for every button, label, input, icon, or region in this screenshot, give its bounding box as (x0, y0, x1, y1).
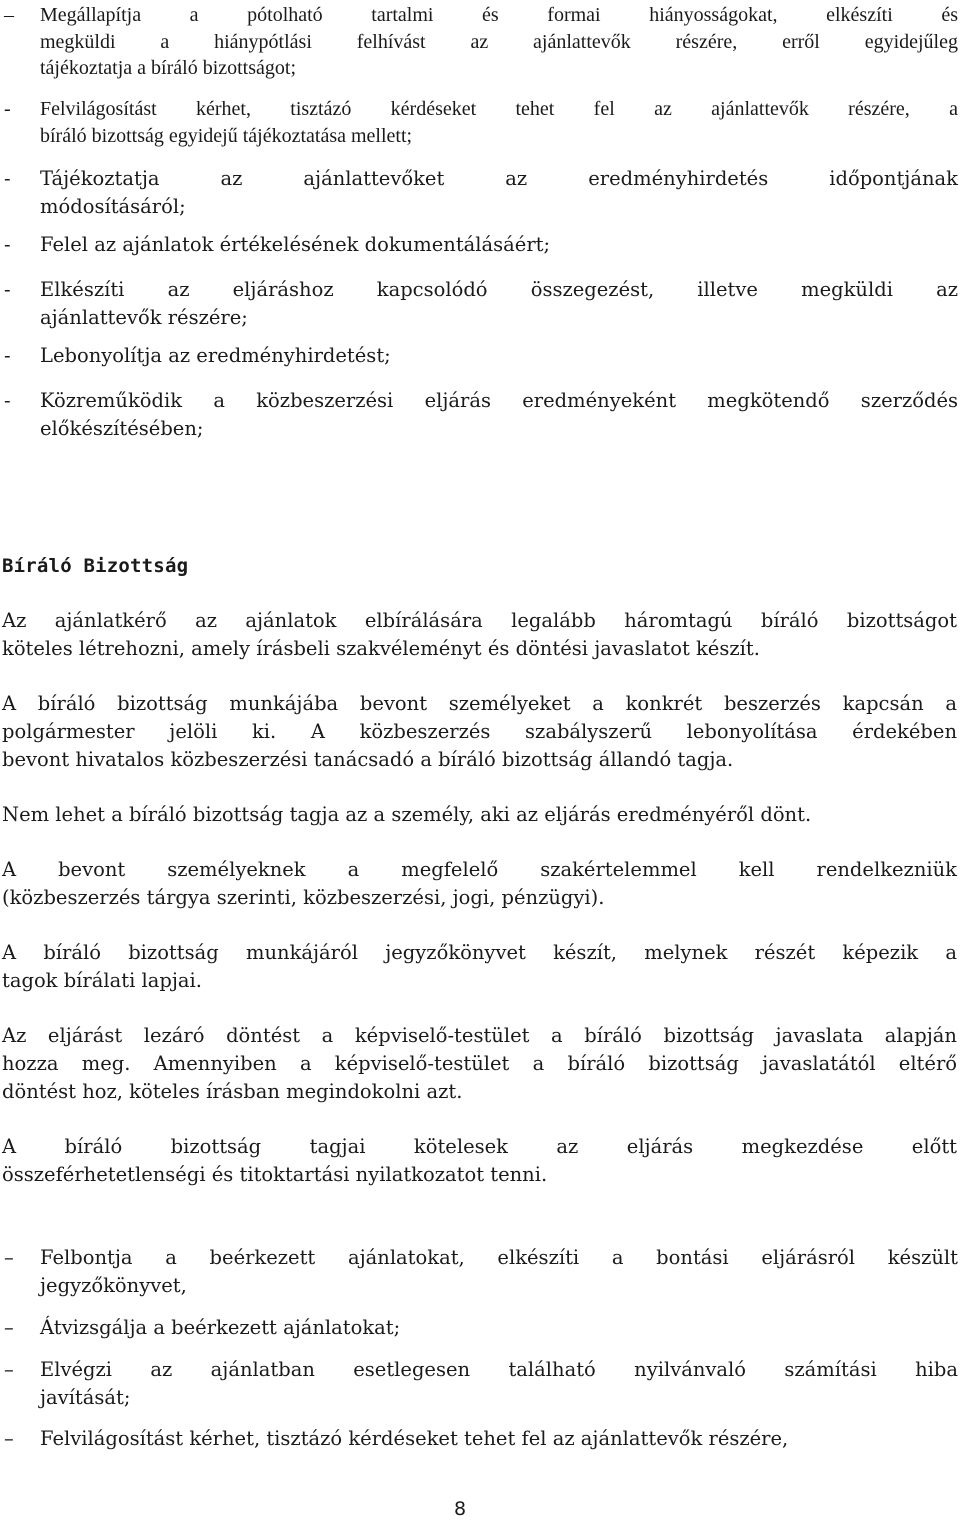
text-line: A bíráló bizottság munkájába bevont személyeket a konkrét beszerzés kapcsán a (2, 692, 957, 715)
paragraph (2, 801, 957, 829)
text-line: bevont hivatalos közbeszerzési tanácsadó a bíráló bizottság állandó tagja. (2, 748, 734, 771)
section-heading: Bíráló Bizottság (2, 555, 189, 577)
paragraph (2, 690, 957, 774)
text-line: polgármester jelöli ki. A közbeszerzés szabályszerű lebonyolítása érdekében (2, 720, 957, 743)
list-dash: – (4, 4, 14, 26)
text-line: ajánlattevők részére; (40, 305, 248, 329)
text-line: A bevont személyeknek a megfelelő szakértelemmel kell rendelkezniük (2, 858, 957, 881)
text-line: Közreműködik a közbeszerzési eljárás eredményeként megkötendő szerződés (40, 389, 958, 412)
text-line: jegyzőkönyvet, (40, 1273, 187, 1297)
text-line: Felel az ajánlatok értékelésének dokumentálásáért; (40, 233, 551, 256)
list-item-text (40, 342, 958, 370)
text-line: Az ajánlatkérő az ajánlatok elbírálására legalább háromtagú bíráló bizottságot (2, 609, 957, 632)
list-item-text (40, 96, 958, 150)
list-item (0, 1425, 958, 1453)
list-item (0, 387, 958, 442)
text-line: megküldi a hiánypótlási felhívást az ajánlattevők részére, erről egyidejűleg (40, 30, 958, 53)
text-line: Megállapítja a pótolható tartalmi és formai hiányosságokat, elkészíti és (40, 4, 958, 26)
text-line: A bíráló bizottság munkájáról jegyzőkönyvet készít, melynek részét képezik a (2, 941, 957, 964)
page-number: 8 (453, 1498, 467, 1520)
paragraph (2, 1133, 957, 1189)
text-line: hozza meg. Amennyiben a képviselő-testület a bíráló bizottság javaslatától eltérő (2, 1052, 957, 1075)
list-dash: – (4, 1316, 14, 1339)
list-item-text (40, 231, 958, 259)
list-dash: - (4, 98, 11, 120)
text-line: Elvégzi az ajánlatban esetlegesen található nyilvánvaló számítási hiba (40, 1358, 958, 1381)
list-dash: – (4, 1427, 14, 1450)
text-line: tájékoztatja a bíráló bizottságot; (40, 57, 297, 79)
list-item (0, 1314, 958, 1342)
text-line: köteles létrehozni, amely írásbeli szakvéleményt és döntési javaslatot készít. (2, 637, 760, 660)
list-dash: – (4, 1358, 14, 1381)
text-line: bíráló bizottság egyidejű tájékoztatása mellett; (40, 125, 413, 147)
text-line: Tájékoztatja az ajánlattevőket az eredményhirdetés időpontjának (40, 167, 958, 190)
list-dash: - (4, 167, 11, 190)
list-item-text (40, 2, 958, 82)
list-item (0, 1244, 958, 1299)
list-item (0, 231, 958, 259)
text-line: módosításáról; (40, 194, 186, 218)
list-item-text (40, 387, 958, 442)
list-item (0, 276, 958, 331)
list-item-text (40, 1314, 958, 1342)
list-item (0, 96, 958, 150)
list-item-text (40, 165, 958, 220)
text-line: Lebonyolítja az eredményhirdetést; (40, 344, 391, 367)
paragraph (2, 939, 957, 995)
text-line: A bíráló bizottság tagjai kötelesek az eljárás megkezdése előtt (2, 1135, 957, 1158)
text-line: Az eljárást lezáró döntést a képviselő-testület a bíráló bizottság javaslata alapján (2, 1024, 957, 1047)
text-line: Felvilágosítást kérhet, tisztázó kérdéseket tehet fel az ajánlattevők részére, (40, 1427, 789, 1450)
list-dash: – (4, 1246, 14, 1269)
list-dash: - (4, 344, 11, 367)
list-item-text (40, 1244, 958, 1299)
text-line: (közbeszerzés tárgya szerinti, közbeszerzési, jogi, pénzügyi). (2, 886, 605, 909)
paragraph (2, 856, 957, 912)
list-item (0, 342, 958, 370)
list-item (0, 165, 958, 220)
list-dash: - (4, 389, 11, 412)
text-line: döntést hoz, köteles írásban megindokolni azt. (2, 1080, 463, 1103)
list-item-text (40, 276, 958, 331)
list-item-text (40, 1356, 958, 1411)
list-dash: - (4, 278, 11, 301)
text-line: összeférhetetlenségi és titoktartási nyilatkozatot tenni. (2, 1163, 548, 1186)
text-line: tagok bírálati lapjai. (2, 969, 202, 992)
text-line: Átvizsgálja a beérkezett ajánlatokat; (40, 1316, 401, 1339)
text-line: előkészítésében; (40, 416, 204, 440)
list-item-text (40, 1425, 958, 1453)
text-line: Felbontja a beérkezett ajánlatokat, elkészíti a bontási eljárásról készült (40, 1246, 958, 1269)
list-item (0, 1356, 958, 1411)
paragraph (2, 607, 957, 663)
paragraph (2, 1022, 957, 1106)
text-line: javítását; (40, 1385, 131, 1409)
text-line: Nem lehet a bíráló bizottság tagja az a személy, aki az eljárás eredményéről dönt. (2, 803, 812, 826)
text-line: Elkészíti az eljáráshoz kapcsolódó összegezést, illetve megküldi az (40, 278, 958, 301)
list-item (0, 2, 958, 82)
list-dash: - (4, 233, 11, 256)
text-line: Felvilágosítást kérhet, tisztázó kérdéseket tehet fel az ajánlattevők részére, a (40, 98, 958, 120)
